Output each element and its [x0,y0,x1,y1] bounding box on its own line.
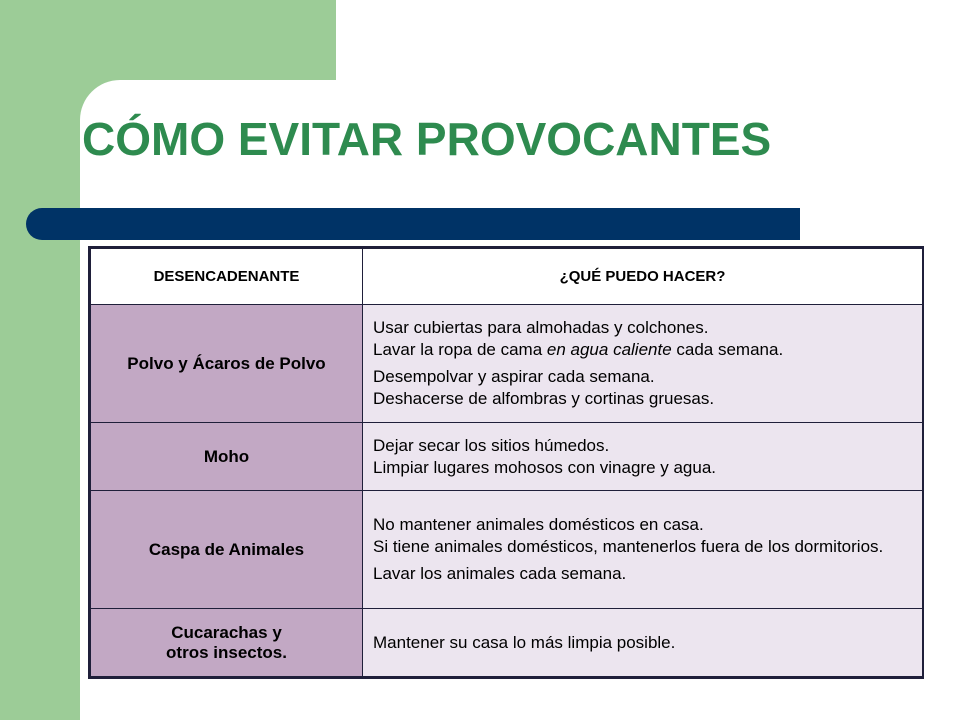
action-cell [363,305,923,423]
trigger-cell [91,423,363,491]
action-cell [363,609,923,677]
action-text: Deshacerse de alfombras y cortinas gruesas. [373,389,715,408]
action-line [373,366,912,388]
action-text: Limpiar lugares mohosos con vinagre y agua. [373,457,717,477]
trigger-label: otros insectos. [166,642,287,662]
action-text: Mantener su casa lo más limpia posible. [373,632,676,652]
action-line [373,339,912,361]
action-paragraph [373,435,912,479]
action-line [373,317,912,339]
action-paragraph [373,563,912,585]
action-paragraph [373,632,912,654]
trigger-cell [91,491,363,609]
action-cell [363,423,923,491]
action-cell [363,491,923,609]
action-line [373,536,912,558]
action-line [373,388,912,410]
table-header-row [91,249,923,305]
header-trigger: DESENCADENANTE [91,249,363,305]
trigger-label: Polvo y Ácaros de Polvo [127,353,326,373]
action-line [373,514,912,536]
trigger-label: Caspa de Animales [148,539,305,559]
title-divider-bar [26,208,800,240]
table-row [91,491,923,609]
triggers-table [90,248,923,677]
action-paragraph [373,514,912,558]
trigger-cell [91,609,363,677]
table-row [91,305,923,423]
slide-title: CÓMO EVITAR PROVOCANTES [82,113,772,165]
action-text: Usar cubiertas para almohadas y colchones. [373,318,709,337]
action-text: No mantener animales domésticos en casa. [373,515,704,534]
action-text: Dejar secar los sitios húmedos. [373,435,610,455]
action-text: Lavar la ropa de cama [373,340,547,359]
triggers-table-container [88,246,924,679]
action-text: Desempolvar y aspirar cada semana. [373,367,655,386]
action-text: Si tiene animales domésticos, mantenerlos fuera de los dormitorios. [373,537,884,556]
table-row [91,609,923,677]
action-text-emphasis: en agua caliente [546,340,672,359]
action-line [373,632,912,654]
action-paragraph [373,317,912,361]
trigger-cell [91,305,363,423]
action-line [373,457,912,479]
table-row [91,423,923,491]
action-paragraph [373,366,912,410]
header-what-can-i-do: ¿QUÉ PUEDO HACER? [363,249,923,305]
action-line [373,435,912,457]
trigger-label: Moho [203,446,250,466]
action-text: cada semana. [671,340,784,359]
action-line [373,563,912,585]
trigger-label: Cucarachas y [171,622,282,642]
action-text: Lavar los animales cada semana. [373,564,627,583]
